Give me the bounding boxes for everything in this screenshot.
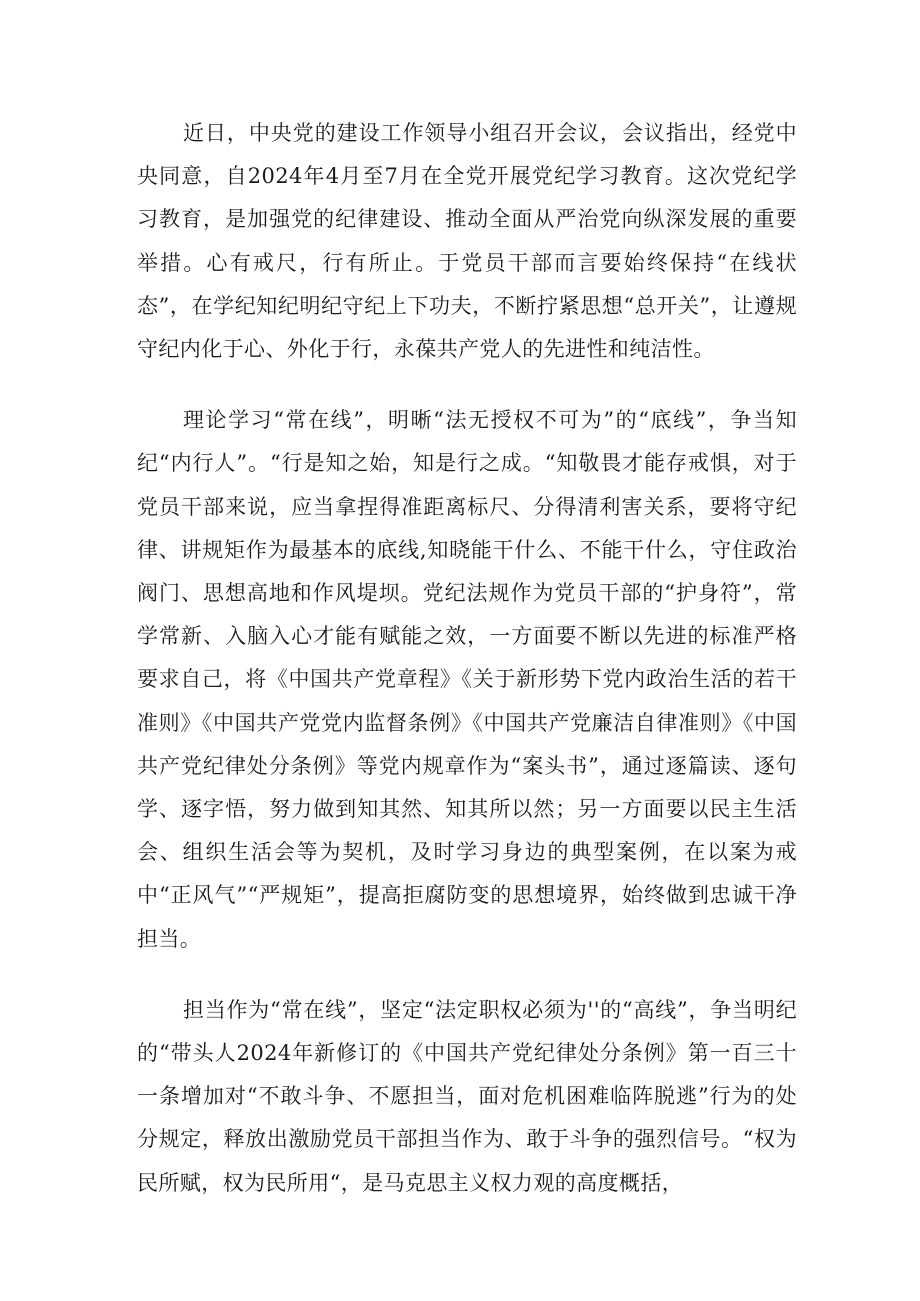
paragraph-intro: 近日，中央党的建设工作领导小组召开会议，会议指出，经党中央同意，自2024年4月至7月在全党开展党纪学习教育。这次党纪学习教育，是加强党的纪律建设、推动全面从严治党向纵深发展的重要举措。心有戒尺，行有所止。于党员干部而言要始终保持“在线状态”，在学纪知纪明纪守纪上下功夫，不断拧紧思想“总开关”，让遵规守纪内化于心、外化于行，永葆共产党人的先进性和纯洁性。	[137, 121, 797, 362]
paragraph-theory-study: 理论学习“常在线”，明晰“法无授权不可为”的“底线”，争当知纪“内行人”。“行是知之始，知是行之成。“知敬畏才能存戒惧，对于党员干部来说，应当拿捏得准距离标尺、分得清利害关系，要将守纪律、讲规矩作为最基本的底线,知晓能干什么、不能干什么，守住政治阀门、思想高地和作风堤坝。党纪法规作为党员干部的“护身符”，常学常新、入脑入心才能有赋能之效，一方面要不断以先进的标准严格要求自己，将《中国共产党章程》《关于新形势下党内政治生活的若干准则》《中国共产党党内监督条例》《中国共产党廉洁自律准则》《中国共产党纪律处分条例》等党内规章作为“案头书”，通过逐篇读、逐句学、逐字悟，努力做到知其然、知其所以然；另一方面要以民主生活会、组织生活会等为契机，及时学习身边的典型案例，在以案为戒中“正风气”“严规矩”，提高拒腐防变的思想境界，始终做到忠诚干净担当。	[137, 408, 797, 951]
paragraph-responsibility: 担当作为“常在线”，坚定“法定职权必须为''的“高线”，争当明纪的“带头人2024年新修订的《中国共产党纪律处分条例》第一百三十一条增加对“不敢斗争、不愿担当，面对危机困难临阵脱逃”行为的处分规定，释放出激励党员干部担当作为、敢于斗争的强烈信号。“权为民所赋，权为民所用“，是马克思主义权力观的高度概括，	[137, 997, 797, 1195]
document-body	[137, 112, 797, 1205]
